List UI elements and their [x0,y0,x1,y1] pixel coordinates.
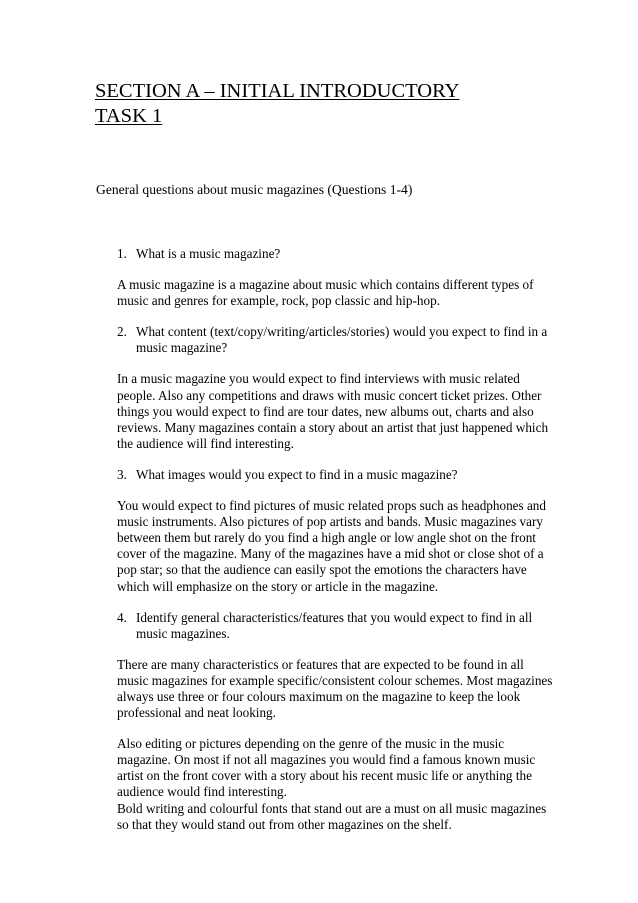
question-number: 3. [117,466,127,482]
question-number: 4. [117,609,127,625]
question-list [117,246,557,833]
question-number: 1. [117,246,127,261]
question-4 [117,610,557,642]
question-3 [117,467,557,483]
page-title-line-1: SECTION A – INITIAL INTRODUCTORY [95,80,460,102]
question-text: Identify general characteristics/features that you would expect to find in all music magazines. [136,609,533,641]
question-text: What images would you expect to find in a music magazine? [136,466,458,482]
answer-paragraph: A music magazine is a magazine about music which contains different types of music and genres for example, rock, pop classic and hip-hop. [117,277,534,309]
question-text: What content (text/copy/writing/articles/stories) would you expect to find in a music magazine? [136,324,548,356]
answer-paragraph: In a music magazine you would expect to find interviews with music related people. Also any competitions and draws with music concert ticket prizes. Other things you would expect to find are tour dates, new albums out, charts and also reviews. Many magazines contain a story about an artist that just happened which the audience will find interesting. [117,371,549,451]
answer-paragraph: You would expect to find pictures of music related props such as headphones and music instruments. Also pictures of pop artists and bands. Music magazines vary between them but rarely do you find a high angle or low angle shot on the front cover of the magazine. Many of the magazines have a mid shot or close shot of a pop star; so that the audience can easily spot the emotions the characters have which will emphasize on the story or article in the magazine. [117,498,546,594]
answer-paragraph: Also editing or pictures depending on the genre of the music in the music magazine. On most if not all magazines you would find a famous known music artist on the front cover with a story about his recent music life or anything the audience would find interesting. [117,736,536,800]
question-number: 2. [117,324,127,340]
question-1 [117,246,557,262]
page-title-line-2: TASK 1 [95,105,163,127]
page-title [95,79,565,129]
answer-paragraph: Bold writing and colourful fonts that stand out are a must on all music magazines so that they would stand out from other magazines on the shelf. [117,800,547,832]
answer-paragraph: There are many characteristics or features that are expected to be found in all music magazines for example specific/consistent colour schemes. Most magazines always use three or four colours maximum on the magazine to keep the look professional and neat looking. [117,656,553,721]
intro-text: General questions about music magazines (Questions 1-4) [96,182,413,197]
question-text: What is a music magazine? [136,246,281,261]
question-2 [117,324,557,356]
